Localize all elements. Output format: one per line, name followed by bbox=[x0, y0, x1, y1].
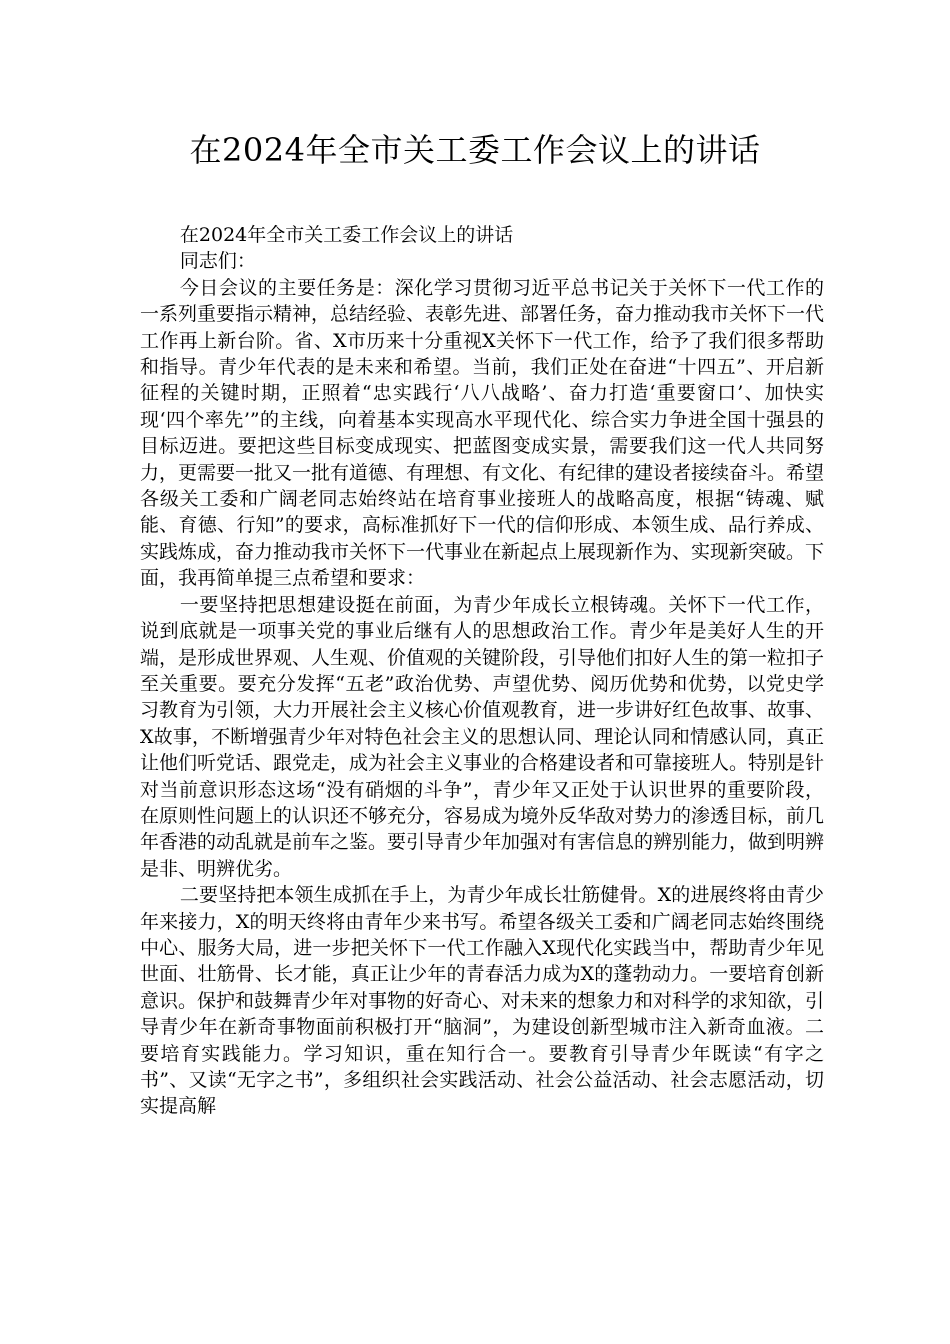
salutation-paragraph: 同志们： bbox=[179, 250, 256, 273]
intro-paragraph: 今日会议的主要任务是：深化学习贯彻习近平总书记关于关怀下一代工作的一系列重要指示精神，总结经验、表彰先进、部署任务，奋力推动我市关怀下一代工作再上新台阶。省、X市历来十分重视X关怀下一代工作，给予了我们很多帮助和指导。青少年代表的是未来和希望。当前，我们正处在奋进“十四五”、开启新征程的关键时期，正照着“忠实践行‘八八战略’、奋力打造‘重要窗口’、加快实现‘四个率先’”的主线，向着基本实现高水平现代化、综合实力争进全国十强县的目标迈进。要把这些目标变成现实、把蓝图变成实景，需要我们这一代人共同努力，更需要一批又一批有道德、有理想、有文化、有纪律的建设者接续奋斗。希望各级关工委和广阔老同志始终站在培育事业接班人的战略高度，根据“铸魂、赋能、育德、行知”的要求，高标准抓好下一代的信仰形成、本领生成、品行养成、实践炼成，奋力推动我市关怀下一代事业在新起点上展现新作为、实现新突破。下面，我再简单提三点希望和要求： bbox=[140, 276, 825, 590]
point-one-paragraph: 一要坚持把思想建设挺在前面，为青少年成长立根铸魂。关怀下一代工作，说到底就是一项事关党的事业后继有人的思想政治工作。青少年是美好人生的开端，是形成世界观、人生观、价值观的关键阶段，引导他们扣好人生的第一粒扣子至关重要。要充分发挥“五老”政治优势、声望优势、阅历优势和优势，以党史学习教育为引领，大力开展社会主义核心价值观教育，进一步讲好红色故事、故事、X故事，不断增强青少年对特色社会主义的思想认同、理论认同和情感认同，真正让他们听党话、跟党走，成为社会主义事业的合格建设者和可靠接班人。特别是针对当前意识形态这场“没有硝烟的斗争”，青少年又正处于认识世界的重要阶段，在原则性问题上的认识还不够充分，容易成为境外反华敌对势力的渗透目标，前几年香港的动乱就是前车之鉴。要引导青少年加强对有害信息的辨别能力，做到明辨是非、明辨优劣。 bbox=[140, 593, 825, 880]
document-body bbox=[140, 222, 824, 1120]
document-title: 在2024年全市关工委工作会议上的讲话 bbox=[189, 131, 761, 169]
point-two-paragraph: 二要坚持把本领生成抓在手上，为青少年成长壮筋健骨。X的进展终将由青少年来接力，X的明天终将由青年少来书写。希望各级关工委和广阔老同志始终围绕中心、服务大局，进一步把关怀下一代工作融入X现代化实践当中，帮助青少年见世面、壮筋骨、长才能，真正让少年的青春活力成为X的蓬勃动力。一要培育创新意识。保护和鼓舞青少年对事物的好奇心、对未来的想象力和对科学的求知欲，引导青少年在新奇事物面前积极打开“脑洞”，为建设创新型城市注入新奇血液。二要培育实践能力。学习知识，重在知行合一。要教育引导青少年既读“有字之书”、又读“无字之书”，多组织社会实践活动、社会公益活动、社会志愿活动，切实提高解 bbox=[140, 884, 825, 1118]
subtitle-paragraph: 在2024年全市关工委工作会议上的讲话 bbox=[179, 224, 514, 246]
